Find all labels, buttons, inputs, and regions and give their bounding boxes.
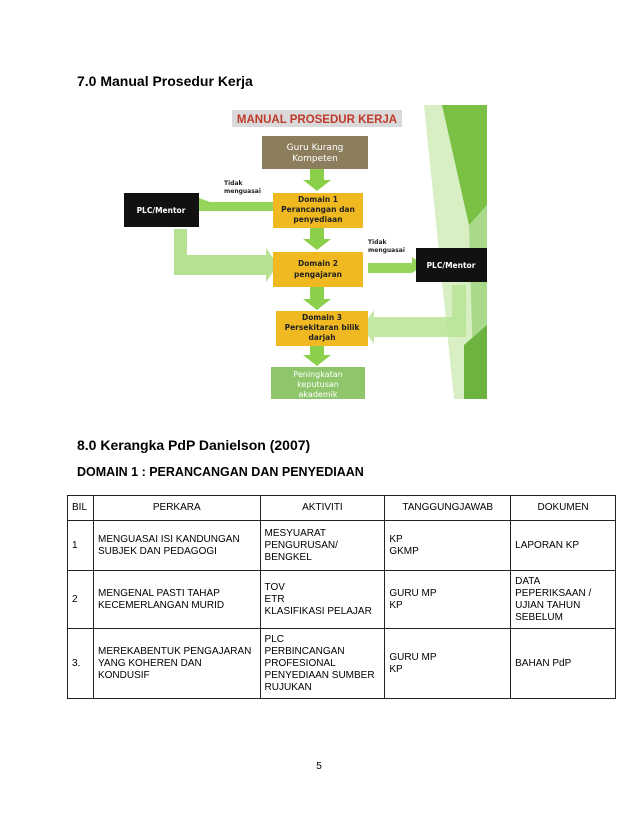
header-dokumen: DOKUMEN bbox=[511, 496, 616, 521]
cell-dokumen: DATA PEPERIKSAAN / UJIAN TAHUN SEBELUM bbox=[511, 571, 616, 629]
cell-tanggungjawab: GURU MP KP bbox=[385, 629, 511, 699]
section-7-title: 7.0 Manual Prosedur Kerja bbox=[77, 73, 253, 89]
manual-prosedur-kerja-diagram bbox=[124, 105, 487, 399]
cell-bil: 2 bbox=[68, 571, 94, 629]
table-header-row bbox=[68, 496, 616, 521]
box-domain-2-text: Domain 2 pengajaran bbox=[294, 259, 342, 279]
header-tanggungjawab: TANGGUNGJAWAB bbox=[385, 496, 511, 521]
cell-bil: 3. bbox=[68, 629, 94, 699]
cell-dokumen: LAPORAN KP bbox=[511, 521, 616, 571]
cell-perkara: MEREKABENTUK PENGAJARAN YANG KOHEREN DAN KONDUSIF bbox=[93, 629, 260, 699]
box-peningkatan-keputusan-text: Peningkatan keputusan akademik bbox=[293, 370, 343, 399]
cell-tanggungjawab: GURU MP KP bbox=[385, 571, 511, 629]
box-plc-mentor-left-text: PLC/Mentor bbox=[136, 206, 186, 215]
cell-perkara: MENGUASAI ISI KANDUNGAN SUBJEK DAN PEDAGOGI bbox=[93, 521, 260, 571]
table-row bbox=[68, 571, 616, 629]
header-perkara: PERKARA bbox=[93, 496, 260, 521]
page-number: 5 bbox=[316, 761, 322, 772]
cell-aktiviti: TOV ETR KLASIFIKASI PELAJAR bbox=[260, 571, 385, 629]
cell-bil: 1 bbox=[68, 521, 94, 571]
cell-aktiviti: PLC PERBINCANGAN PROFESIONAL PENYEDIAAN SUMBER RUJUKAN bbox=[260, 629, 385, 699]
note-tidak-menguasai-right: Tidak menguasai bbox=[368, 239, 405, 254]
note-tidak-menguasai-left: Tidak menguasai bbox=[224, 180, 261, 195]
domain-1-title: DOMAIN 1 : PERANCANGAN DAN PENYEDIAAN bbox=[77, 465, 364, 479]
cell-aktiviti: MESYUARAT PENGURUSAN/ BENGKEL bbox=[260, 521, 385, 571]
diagram-title: MANUAL PROSEDUR KERJA bbox=[236, 114, 398, 126]
table-row bbox=[68, 521, 616, 571]
box-domain-1-text: Domain 1 Perancangan dan penyediaan bbox=[281, 195, 355, 224]
table-row bbox=[68, 629, 616, 699]
box-guru-kurang-kompeten-text: Guru Kurang Kompeten bbox=[286, 143, 344, 164]
header-aktiviti: AKTIVITI bbox=[260, 496, 385, 521]
cell-dokumen: BAHAN PdP bbox=[511, 629, 616, 699]
header-bil: BIL bbox=[68, 496, 94, 521]
box-plc-mentor-right-text: PLC/Mentor bbox=[426, 261, 476, 270]
cell-tanggungjawab: KP GKMP bbox=[385, 521, 511, 571]
box-domain-3-text: Domain 3 Persekitaran bilik darjah bbox=[284, 313, 360, 342]
pdp-table bbox=[67, 495, 616, 699]
cell-perkara: MENGENAL PASTI TAHAP KECEMERLANGAN MURID bbox=[93, 571, 260, 629]
section-8-title: 8.0 Kerangka PdP Danielson (2007) bbox=[77, 437, 311, 453]
